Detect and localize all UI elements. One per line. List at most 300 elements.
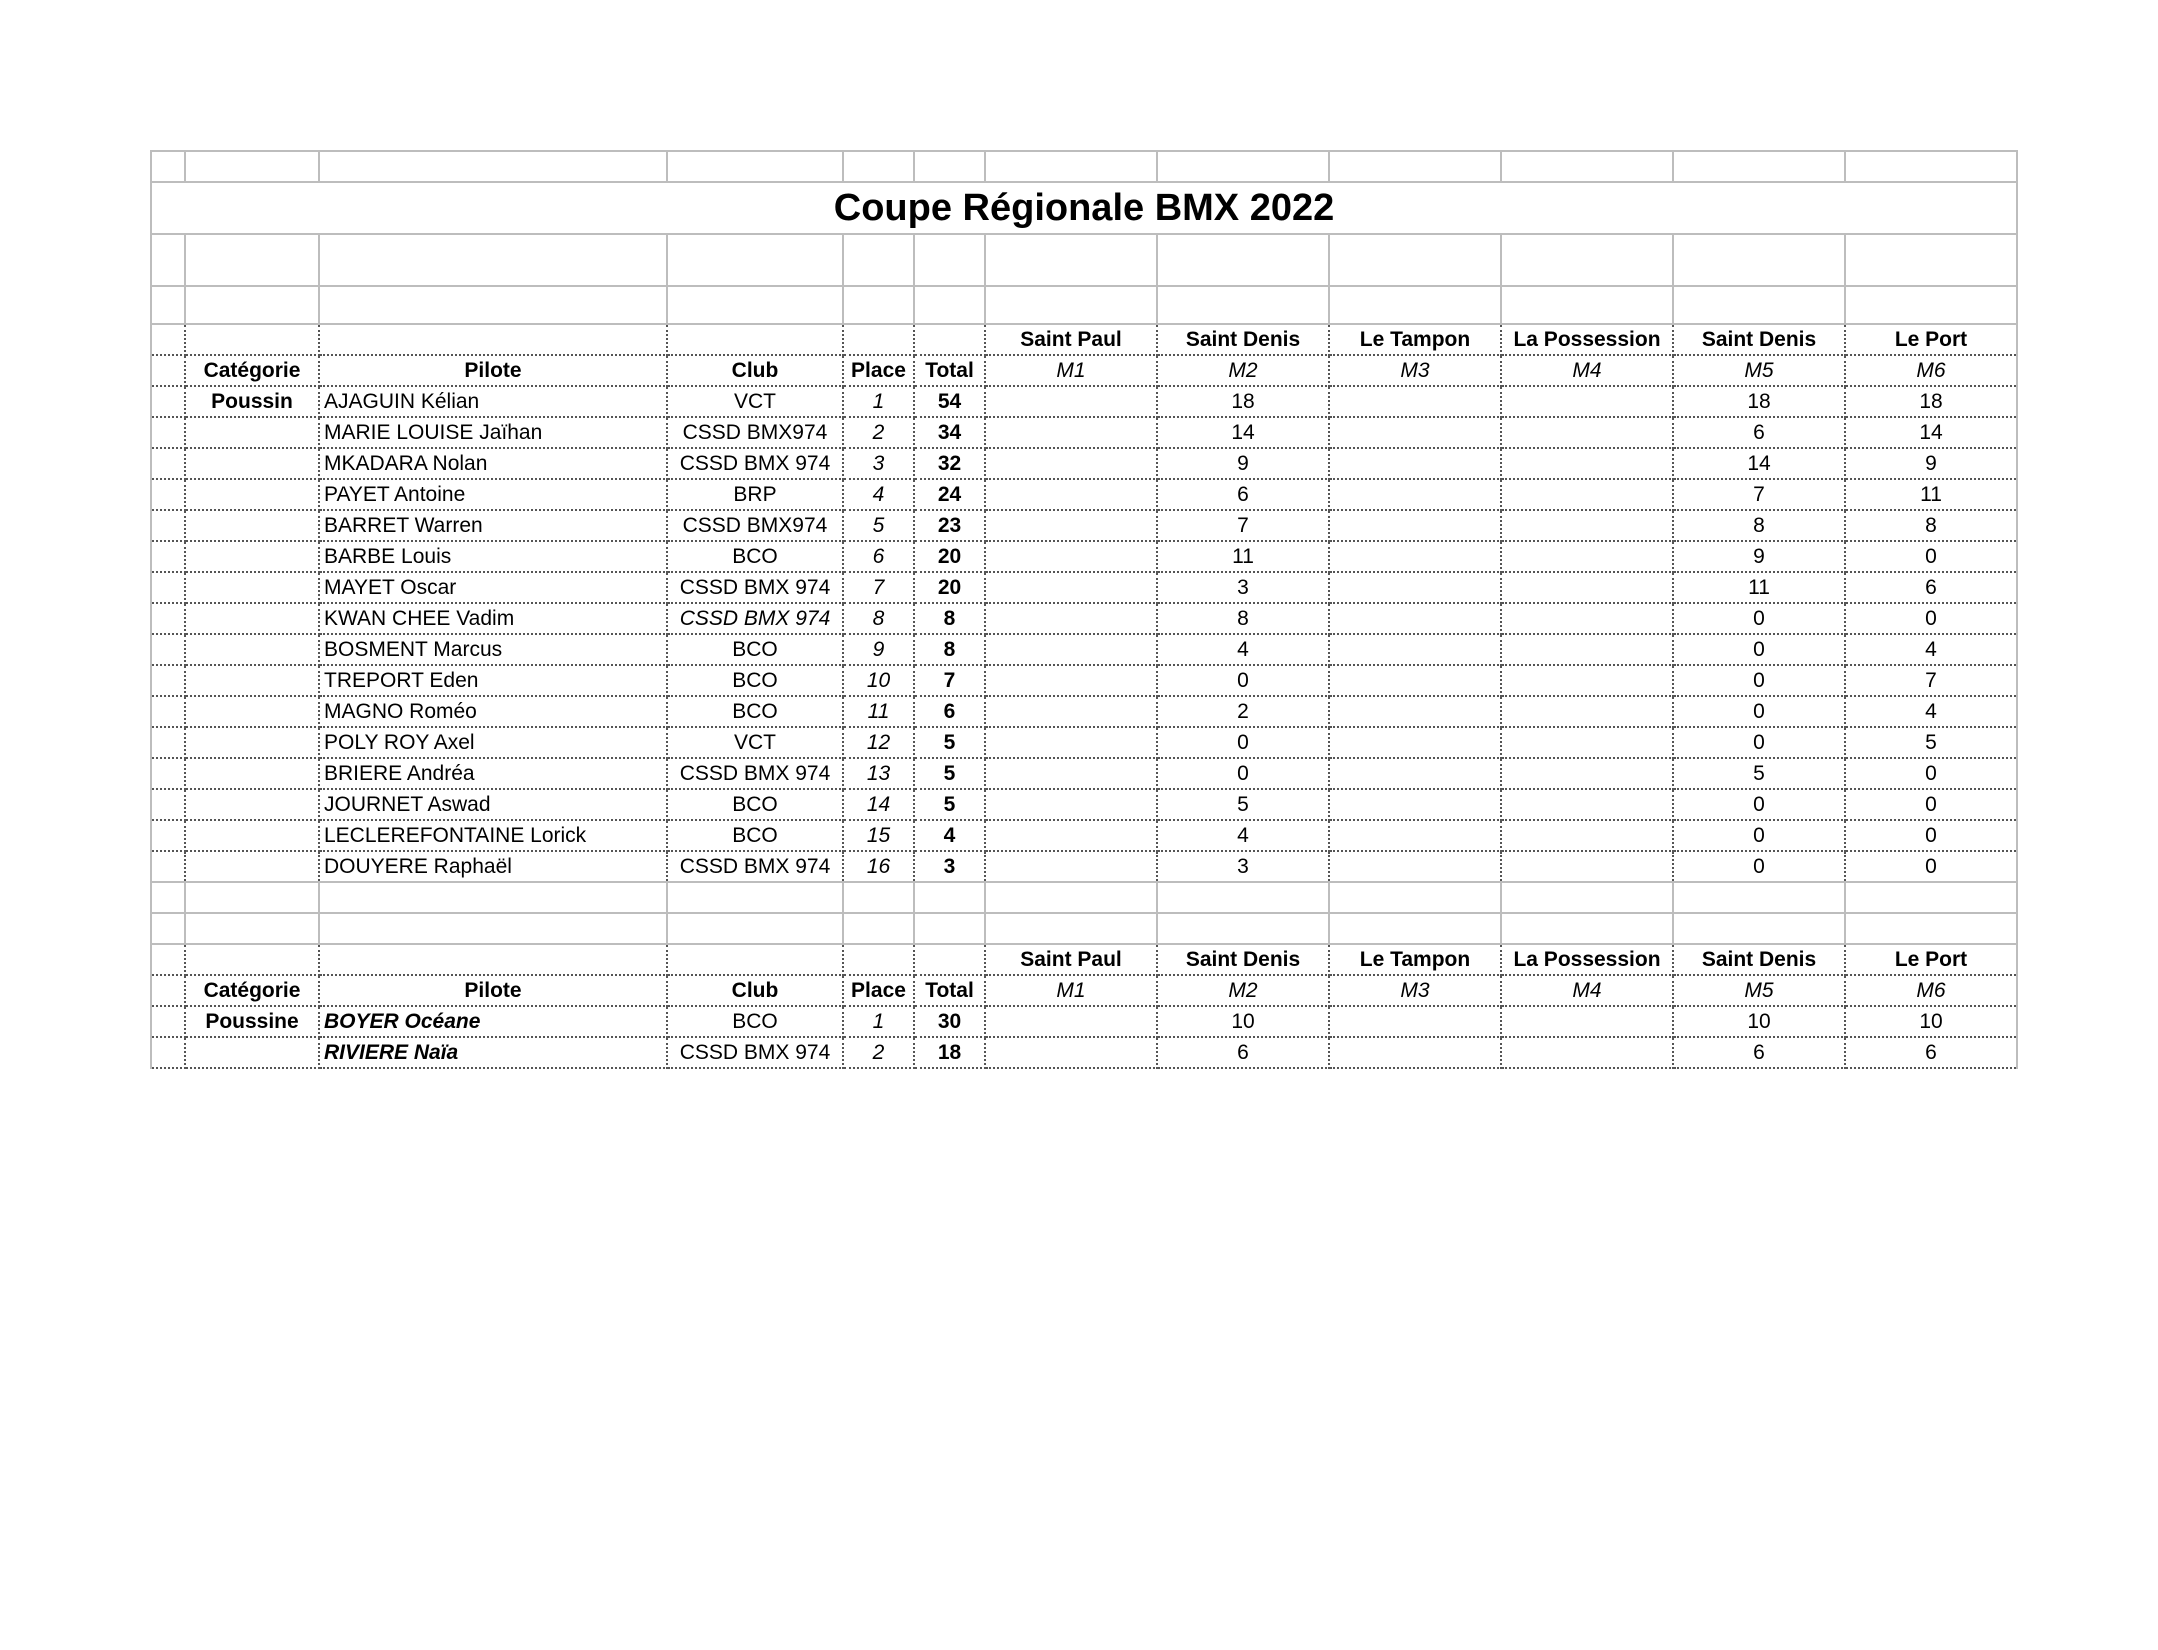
empty-row — [151, 882, 2017, 913]
category-cell — [185, 820, 319, 851]
empty-cell — [843, 882, 914, 913]
table-row — [151, 696, 2017, 727]
manche-score: 0 — [1157, 665, 1329, 696]
pilote-cell: KWAN CHEE Vadim — [319, 603, 667, 634]
manche-score — [1501, 758, 1673, 789]
empty-cell — [914, 913, 985, 944]
place-cell: 5 — [843, 510, 914, 541]
manche-score — [1329, 386, 1501, 417]
empty-cell — [1157, 882, 1329, 913]
category-cell — [185, 417, 319, 448]
empty-cell — [1329, 913, 1501, 944]
table-row — [151, 1037, 2017, 1068]
empty-cell — [151, 696, 185, 727]
total-cell: 30 — [914, 1006, 985, 1037]
total-cell: 23 — [914, 510, 985, 541]
place-cell: 12 — [843, 727, 914, 758]
header-pilote: Pilote — [319, 355, 667, 386]
pilote-cell: MAYET Oscar — [319, 572, 667, 603]
place-cell: 15 — [843, 820, 914, 851]
manche-score — [985, 789, 1157, 820]
table-row — [151, 789, 2017, 820]
club-cell: BCO — [667, 696, 843, 727]
manche-score: 0 — [1845, 851, 2017, 882]
manche-score: 5 — [1845, 727, 2017, 758]
manche-score — [985, 727, 1157, 758]
club-cell: BCO — [667, 665, 843, 696]
manche-score: 0 — [1673, 789, 1845, 820]
manche-score — [1329, 572, 1501, 603]
manche-score: 0 — [1673, 820, 1845, 851]
empty-cell — [1845, 913, 2017, 944]
manche-score — [985, 572, 1157, 603]
category-cell: Poussin — [185, 386, 319, 417]
header-total: Total — [914, 355, 985, 386]
pilote-cell: TREPORT Eden — [319, 665, 667, 696]
club-cell: CSSD BMX 974 — [667, 603, 843, 634]
empty-cell — [151, 603, 185, 634]
empty-cell — [151, 510, 185, 541]
venue-header: Le Port — [1845, 944, 2017, 975]
manche-score — [985, 510, 1157, 541]
place-cell: 7 — [843, 572, 914, 603]
place-cell: 3 — [843, 448, 914, 479]
empty-cell — [151, 572, 185, 603]
manche-score — [1501, 603, 1673, 634]
table-row — [151, 1006, 2017, 1037]
venue-header-row — [151, 324, 2017, 355]
manche-score: 4 — [1157, 820, 1329, 851]
category-cell — [185, 479, 319, 510]
category-cell — [185, 603, 319, 634]
table-row — [151, 820, 2017, 851]
manche-score: 5 — [1157, 789, 1329, 820]
header-manche: M5 — [1673, 355, 1845, 386]
empty-cell — [151, 913, 185, 944]
category-cell — [185, 758, 319, 789]
manche-score — [1329, 541, 1501, 572]
manche-score: 6 — [1845, 572, 2017, 603]
total-cell: 8 — [914, 603, 985, 634]
total-cell: 5 — [914, 758, 985, 789]
place-cell: 1 — [843, 386, 914, 417]
manche-score — [1329, 510, 1501, 541]
manche-score: 7 — [1673, 479, 1845, 510]
total-cell: 20 — [914, 541, 985, 572]
results-table — [150, 150, 2018, 1069]
manche-score: 0 — [1673, 696, 1845, 727]
empty-cell — [1501, 882, 1673, 913]
category-cell — [185, 1037, 319, 1068]
empty-cell — [151, 386, 185, 417]
manche-score — [1501, 448, 1673, 479]
manche-score: 14 — [1845, 417, 2017, 448]
manche-score — [985, 448, 1157, 479]
manche-score: 6 — [1157, 479, 1329, 510]
manche-score — [1501, 727, 1673, 758]
place-cell: 11 — [843, 696, 914, 727]
header-categorie: Catégorie — [185, 975, 319, 1006]
header-manche: M4 — [1501, 355, 1673, 386]
manche-score: 0 — [1673, 634, 1845, 665]
club-cell: BRP — [667, 479, 843, 510]
manche-score — [985, 386, 1157, 417]
table-row — [151, 417, 2017, 448]
table-row — [151, 448, 2017, 479]
manche-score: 9 — [1157, 448, 1329, 479]
place-cell: 1 — [843, 1006, 914, 1037]
pilote-cell: MKADARA Nolan — [319, 448, 667, 479]
club-cell: BCO — [667, 541, 843, 572]
pilote-cell: DOUYERE Raphaël — [319, 851, 667, 882]
club-cell: VCT — [667, 386, 843, 417]
manche-score: 9 — [1673, 541, 1845, 572]
manche-score — [1329, 789, 1501, 820]
manche-score: 8 — [1673, 510, 1845, 541]
manche-score — [1501, 386, 1673, 417]
empty-cell — [151, 820, 185, 851]
empty-cell — [151, 727, 185, 758]
manche-score: 0 — [1673, 665, 1845, 696]
empty-cell — [843, 324, 914, 355]
total-cell: 34 — [914, 417, 985, 448]
pilote-cell: BARBE Louis — [319, 541, 667, 572]
manche-score — [1501, 417, 1673, 448]
club-cell: BCO — [667, 789, 843, 820]
total-cell: 20 — [914, 572, 985, 603]
manche-score — [1501, 510, 1673, 541]
total-cell: 7 — [914, 665, 985, 696]
venue-header: Le Tampon — [1329, 324, 1501, 355]
manche-score: 3 — [1157, 572, 1329, 603]
manche-score: 11 — [1845, 479, 2017, 510]
empty-cell — [914, 882, 985, 913]
empty-cell — [319, 882, 667, 913]
empty-cell — [151, 975, 185, 1006]
place-cell: 13 — [843, 758, 914, 789]
venue-header: Saint Paul — [985, 324, 1157, 355]
pilote-cell: PAYET Antoine — [319, 479, 667, 510]
header-manche: M5 — [1673, 975, 1845, 1006]
table-row — [151, 634, 2017, 665]
empty-cell — [985, 913, 1157, 944]
header-manche: M3 — [1329, 355, 1501, 386]
empty-cell — [151, 355, 185, 386]
category-cell — [185, 572, 319, 603]
manche-score: 11 — [1157, 541, 1329, 572]
header-club: Club — [667, 355, 843, 386]
total-cell: 3 — [914, 851, 985, 882]
table-row — [151, 727, 2017, 758]
empty-cell — [185, 944, 319, 975]
club-cell: CSSD BMX 974 — [667, 851, 843, 882]
empty-cell — [1157, 913, 1329, 944]
manche-score — [1329, 665, 1501, 696]
pilote-cell: RIVIERE Naïa — [319, 1037, 667, 1068]
category-cell — [185, 448, 319, 479]
empty-cell — [843, 913, 914, 944]
pilote-cell: JOURNET Aswad — [319, 789, 667, 820]
manche-score: 0 — [1845, 758, 2017, 789]
empty-cell — [185, 913, 319, 944]
pilote-cell: BOYER Océane — [319, 1006, 667, 1037]
manche-score — [985, 417, 1157, 448]
category-cell — [185, 789, 319, 820]
empty-cell — [185, 882, 319, 913]
venue-header: Saint Denis — [1673, 324, 1845, 355]
empty-cell — [151, 789, 185, 820]
manche-score — [985, 696, 1157, 727]
manche-score — [1501, 1037, 1673, 1068]
venue-header: Saint Denis — [1157, 944, 1329, 975]
manche-score — [1501, 541, 1673, 572]
manche-score: 10 — [1845, 1006, 2017, 1037]
manche-score — [1501, 665, 1673, 696]
manche-score: 0 — [1845, 820, 2017, 851]
header-club: Club — [667, 975, 843, 1006]
total-cell: 5 — [914, 789, 985, 820]
total-cell: 4 — [914, 820, 985, 851]
empty-cell — [667, 882, 843, 913]
empty-row — [151, 286, 2017, 324]
header-place: Place — [843, 975, 914, 1006]
table-row — [151, 572, 2017, 603]
club-cell: CSSD BMX 974 — [667, 1037, 843, 1068]
header-manche: M6 — [1845, 975, 2017, 1006]
manche-score: 6 — [1673, 1037, 1845, 1068]
header-manche: M1 — [985, 975, 1157, 1006]
empty-cell — [151, 417, 185, 448]
total-cell: 6 — [914, 696, 985, 727]
column-header-row — [151, 975, 2017, 1006]
venue-header: Saint Denis — [1157, 324, 1329, 355]
empty-cell — [151, 944, 185, 975]
header-manche: M3 — [1329, 975, 1501, 1006]
manche-score — [985, 1006, 1157, 1037]
manche-score — [985, 634, 1157, 665]
header-pilote: Pilote — [319, 975, 667, 1006]
place-cell: 16 — [843, 851, 914, 882]
manche-score: 6 — [1157, 1037, 1329, 1068]
venue-header: Saint Denis — [1673, 944, 1845, 975]
empty-cell — [1673, 913, 1845, 944]
place-cell: 9 — [843, 634, 914, 665]
manche-score: 0 — [1845, 541, 2017, 572]
empty-cell — [1845, 882, 2017, 913]
manche-score — [985, 851, 1157, 882]
empty-row — [151, 913, 2017, 944]
manche-score: 9 — [1845, 448, 2017, 479]
place-cell: 10 — [843, 665, 914, 696]
club-cell: BCO — [667, 820, 843, 851]
table-row — [151, 603, 2017, 634]
pilote-cell: MAGNO Roméo — [319, 696, 667, 727]
empty-cell — [151, 851, 185, 882]
manche-score — [1329, 696, 1501, 727]
manche-score: 7 — [1157, 510, 1329, 541]
place-cell: 2 — [843, 1037, 914, 1068]
manche-score: 4 — [1845, 696, 2017, 727]
empty-cell — [151, 479, 185, 510]
manche-score: 3 — [1157, 851, 1329, 882]
total-cell: 24 — [914, 479, 985, 510]
header-manche: M2 — [1157, 355, 1329, 386]
manche-score — [985, 603, 1157, 634]
empty-cell — [667, 913, 843, 944]
manche-score: 8 — [1845, 510, 2017, 541]
manche-score — [1501, 820, 1673, 851]
manche-score — [985, 665, 1157, 696]
manche-score — [1329, 479, 1501, 510]
empty-cell — [151, 324, 185, 355]
header-place: Place — [843, 355, 914, 386]
empty-cell — [319, 324, 667, 355]
total-cell: 5 — [914, 727, 985, 758]
manche-score: 4 — [1845, 634, 2017, 665]
club-cell: CSSD BMX 974 — [667, 448, 843, 479]
empty-cell — [319, 913, 667, 944]
header-manche: M6 — [1845, 355, 2017, 386]
pilote-cell: MARIE LOUISE Jaïhan — [319, 417, 667, 448]
category-cell — [185, 851, 319, 882]
page-title: Coupe Régionale BMX 2022 — [151, 182, 2017, 234]
manche-score: 0 — [1157, 727, 1329, 758]
category-cell — [185, 510, 319, 541]
empty-row — [151, 234, 2017, 286]
empty-cell — [151, 665, 185, 696]
empty-cell — [667, 324, 843, 355]
manche-score: 0 — [1157, 758, 1329, 789]
place-cell: 14 — [843, 789, 914, 820]
manche-score: 18 — [1673, 386, 1845, 417]
header-manche: M1 — [985, 355, 1157, 386]
table-row — [151, 851, 2017, 882]
venue-header: La Possession — [1501, 324, 1673, 355]
manche-score: 0 — [1845, 603, 2017, 634]
manche-score — [1329, 448, 1501, 479]
category-cell — [185, 696, 319, 727]
empty-cell — [151, 758, 185, 789]
manche-score: 0 — [1673, 727, 1845, 758]
manche-score — [1501, 1006, 1673, 1037]
empty-cell — [1501, 913, 1673, 944]
header-categorie: Catégorie — [185, 355, 319, 386]
pilote-cell: BRIERE Andréa — [319, 758, 667, 789]
club-cell: VCT — [667, 727, 843, 758]
manche-score — [1329, 1037, 1501, 1068]
table-row — [151, 386, 2017, 417]
manche-score: 2 — [1157, 696, 1329, 727]
venue-header: La Possession — [1501, 944, 1673, 975]
manche-score: 10 — [1157, 1006, 1329, 1037]
empty-cell — [1673, 882, 1845, 913]
empty-cell — [151, 1037, 185, 1068]
empty-cell — [843, 944, 914, 975]
manche-score — [985, 820, 1157, 851]
venue-header: Le Tampon — [1329, 944, 1501, 975]
manche-score: 6 — [1845, 1037, 2017, 1068]
pilote-cell: BARRET Warren — [319, 510, 667, 541]
header-manche: M2 — [1157, 975, 1329, 1006]
club-cell: BCO — [667, 1006, 843, 1037]
empty-cell — [319, 944, 667, 975]
empty-cell — [1329, 882, 1501, 913]
manche-score: 5 — [1673, 758, 1845, 789]
manche-score — [1501, 696, 1673, 727]
header-total: Total — [914, 975, 985, 1006]
manche-score — [1329, 417, 1501, 448]
manche-score — [1329, 820, 1501, 851]
empty-cell — [151, 541, 185, 572]
club-cell: CSSD BMX974 — [667, 417, 843, 448]
pilote-cell: LECLEREFONTAINE Lorick — [319, 820, 667, 851]
category-cell — [185, 665, 319, 696]
manche-score: 18 — [1845, 386, 2017, 417]
manche-score — [1329, 758, 1501, 789]
total-cell: 54 — [914, 386, 985, 417]
manche-score — [1501, 634, 1673, 665]
club-cell: CSSD BMX974 — [667, 510, 843, 541]
place-cell: 4 — [843, 479, 914, 510]
total-cell: 8 — [914, 634, 985, 665]
manche-score: 11 — [1673, 572, 1845, 603]
table-row — [151, 665, 2017, 696]
empty-row — [151, 151, 2017, 182]
empty-cell — [985, 882, 1157, 913]
title-row — [151, 182, 2017, 234]
empty-cell — [914, 324, 985, 355]
manche-score — [1501, 572, 1673, 603]
manche-score — [1501, 479, 1673, 510]
manche-score — [985, 1037, 1157, 1068]
manche-score — [1501, 851, 1673, 882]
total-cell: 18 — [914, 1037, 985, 1068]
empty-cell — [151, 448, 185, 479]
place-cell: 6 — [843, 541, 914, 572]
manche-score — [1501, 789, 1673, 820]
manche-score — [1329, 727, 1501, 758]
table-row — [151, 479, 2017, 510]
manche-score: 7 — [1845, 665, 2017, 696]
manche-score — [1329, 851, 1501, 882]
club-cell: CSSD BMX 974 — [667, 572, 843, 603]
manche-score — [1329, 1006, 1501, 1037]
manche-score — [985, 758, 1157, 789]
venue-header: Le Port — [1845, 324, 2017, 355]
table-row — [151, 758, 2017, 789]
club-cell: BCO — [667, 634, 843, 665]
manche-score: 4 — [1157, 634, 1329, 665]
total-cell: 32 — [914, 448, 985, 479]
column-header-row — [151, 355, 2017, 386]
category-cell — [185, 541, 319, 572]
manche-score — [985, 541, 1157, 572]
pilote-cell: BOSMENT Marcus — [319, 634, 667, 665]
manche-score: 8 — [1157, 603, 1329, 634]
place-cell: 8 — [843, 603, 914, 634]
empty-cell — [151, 1006, 185, 1037]
empty-cell — [185, 324, 319, 355]
manche-score — [1329, 634, 1501, 665]
table-row — [151, 510, 2017, 541]
manche-score: 10 — [1673, 1006, 1845, 1037]
manche-score: 0 — [1845, 789, 2017, 820]
empty-cell — [151, 634, 185, 665]
manche-score: 18 — [1157, 386, 1329, 417]
manche-score: 14 — [1157, 417, 1329, 448]
venue-header: Saint Paul — [985, 944, 1157, 975]
manche-score: 14 — [1673, 448, 1845, 479]
